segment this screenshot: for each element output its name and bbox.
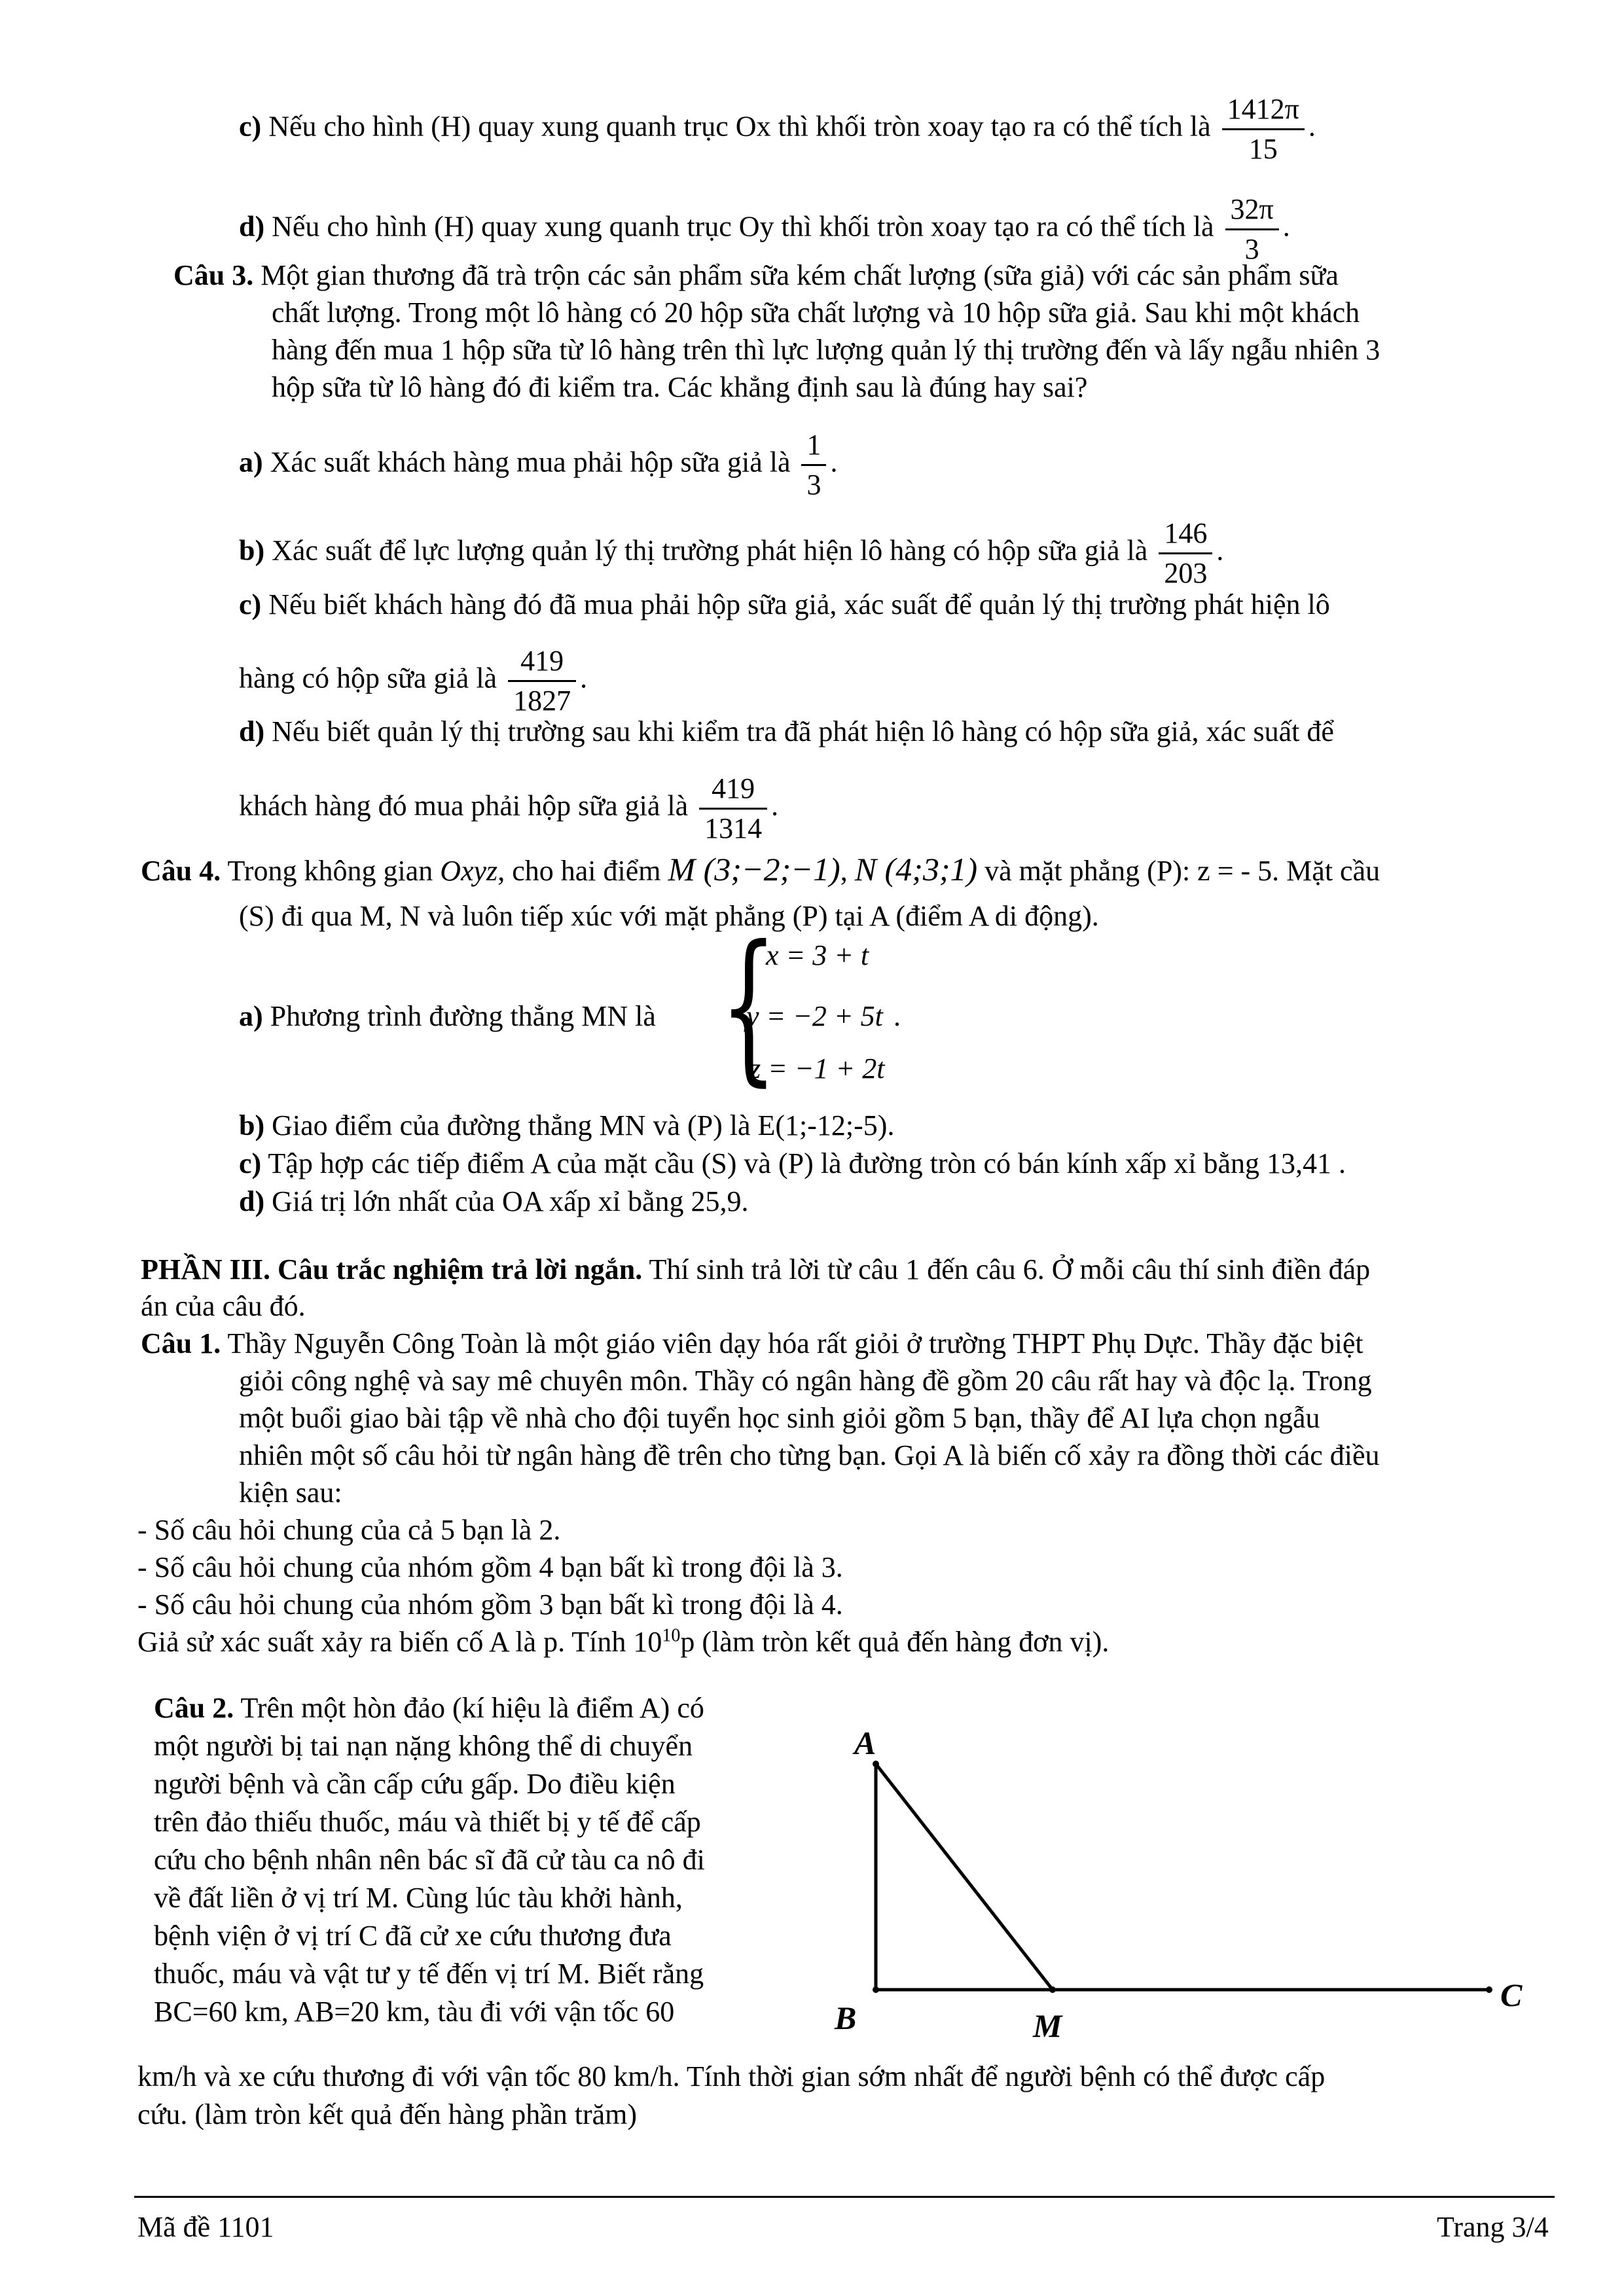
part3-heading: PHẦN III. Câu trắc nghiệm trả lời ngắn. Thí sinh trả lời từ câu 1 đến câu 6. Ở mỗi câu thí sinh điền đáp <box>141 1253 1371 1285</box>
fraction: $\frac{32\pi}{3}$ <box>1225 193 1279 266</box>
q2-item-c: c) Nếu cho hình (H) quay xung quanh trục Ox thì khối tròn xoay tạo ra có thể tích là $\frac{1412\pi}{15}$ . <box>239 93 1316 165</box>
q3-line-3: hàng đến mua 1 hộp sữa từ lô hàng trên thì lực lượng quản lý thị trường đến và lấy ngẫu nhiên 3 <box>272 334 1380 366</box>
p3q2-line-11: cứu. (làm tròn kết quả đến hàng phần trăm) <box>137 2098 638 2130</box>
p3q2-line-5: cứu cho bệnh nhân nên bác sĩ đã cử tàu ca nô đi <box>154 1844 705 1876</box>
p3q1-line-5: kiện sau: <box>239 1477 342 1509</box>
equation-y: y = −2 + 5t <box>746 1000 883 1032</box>
point-A-dot <box>873 1761 879 1767</box>
fraction: $\frac{146}{203}$ <box>1159 517 1212 590</box>
p3q2-line-6: về đất liền ở vị trí M. Cùng lúc tàu khởi hành, <box>154 1882 683 1914</box>
p3q1-condition-3: - Số câu hỏi chung của nhóm gồm 3 bạn bất kì trong đội là 4. <box>137 1588 843 1621</box>
equation-z: z = −1 + 2t <box>749 1052 885 1085</box>
q2-item-d: d) Nếu cho hình (H) quay xung quanh trục Oy thì khối tròn xoay tạo ra có thể tích là $\frac{32\pi}{3}$ . <box>239 193 1290 265</box>
q3-item-c-line-1: c) Nếu biết khách hàng đó đã mua phải hộp sữa giả, xác suất để quản lý thị trường phát hiện lô <box>239 588 1330 620</box>
part3-heading-line-2: án của câu đó. <box>141 1290 306 1322</box>
exam-page: c) Nếu cho hình (H) quay xung quanh trục Ox thì khối tròn xoay tạo ra có thể tích là $\frac{1412\pi}{15}$ . d) Nếu cho hình (H) quay xung quanh trục Oy thì khối tròn xoay tạo ra có thể tích là $\frac{32\pi}{3}$ . Câu 3. Một gian thương đã trà trộn các sản phẩm sữa kém chất lượng (sữa giả) với các sản phẩm sữa chất lượng. Trong một lô hàng có 20 hộp sữa chất lượng và 10 hộp sữa giả. Sau khi một khách hàng đến mua 1 hộp sữa từ lô hàng trên thì lực lượng quản lý thị trường đến và lấy ngẫu nhiên 3 hộp sữa từ lô hàng đó đi kiểm tra. Các khẳng định sau là đúng hay sai? a) Xác suất khách hàng mua phải hộp sữa giả là $\frac{1}{3}$ . b) Xác suất để lực lượng quản lý thị trường phát hiện lô hàng có hộp sữa giả là $\frac{146}{203}$ . c) Nếu biết khách hàng đó đã mua phải hộp sữa giả, xác suất để quản lý thị trường phát hiện lô hàng có hộp sữa giả là $\frac{419}{1827}$ . d) Nếu biết quản lý thị trường sau khi kiểm tra đã phát hiện lô hàng có hộp sữa giả, xác suất để khách hàng đó mua phải hộp sữa giả là $\frac{419}{1314}$ . Câu 4. Trong không gian Oxyz, cho hai điểm M (3;−2;−1), N (4;3;1) và mặt phẳng (P): z = - 5. Mặt cầu (S) đi qua M, N và luôn tiếp xúc với mặt phẳng (P) tại A (điểm A di động). a) Phương trình đường thẳng MN là { x = 3 + t y = −2 + 5t . z = −1 + 2t b) Giao điểm của đường thẳng MN và (P) là E(1;-12;-5). c) Tập hợp các tiếp điểm A của mặt cầu (S) và (P) là đường tròn có bán kính xấp xỉ bằng 13,41 . d) Giá trị lớn nhất của OA xấp xỉ bằng 25,9. PHẦN III. Câu trắc nghiệm trả lời ngắn. Thí sinh trả lời từ câu 1 đến câu 6. Ở mỗi câu thí sinh điền đáp án của câu đó. Câu 1. Thầy Nguyễn Công Toàn là một giáo viên dạy hóa rất giỏi ở trường THPT Phụ Dực. Thầy đặc biệt giỏi công nghệ và say mê chuyên môn. Thầy có ngân hàng đề gồm 20 câu rất hay và độc lạ. Trong một buổi giao bài tập về nhà cho đội tuyển học sinh giỏi gồm 5 bạn, thầy để AI lựa chọn ngẫu nhiên một số câu hỏi từ ngân hàng đề trên cho từng bạn. Gọi A là biến cố xảy ra đồng thời các điều kiện sau: - Số câu hỏi chung của cả 5 bạn là 2. - Số câu hỏi chung của nhóm gồm 4 bạn bất kì trong đội là 3. - Số câu hỏi chung của nhóm gồm 3 bạn bất kì trong đội là 4. Giả sử xác suất xảy ra biến cố A là p. Tính $10^{10}p$ (làm tròn kết quả đến hàng đơn vị). Câu 2. Trên một hòn đảo (kí hiệu là điểm A) có một người bị tai nạn nặng không thể di chuyển người bệnh và cần cấp cứu gấp. Do điều kiện trên đảo thiếu thuốc, máu và thiết bị y tế để cấp cứu cho bệnh nhân nên bác sĩ đã cử tàu ca nô đi về đất liền ở vị trí M. Cùng lúc tàu khởi hành, bệnh viện ở vị trí C đã cử xe cứu thương đưa thuốc, máu và vật tư y tế đến vị trí M. Biết rằng BC=60 km, AB=20 km, tàu đi với vận tốc 60 km/h và xe cứu thương đi với vận tốc 80 km/h. Tính thời gian sớm nhất để người bệnh có thể được cấp cứu. (làm tròn kết quả đến hàng phần trăm) A B M C Mã đề 1101 Trang 3/4 <box>0 0 1624 2296</box>
q4-line-2: (S) đi qua M, N và luôn tiếp xúc với mặt phẳng (P) tại A (điểm A di động). <box>239 900 1099 932</box>
exam-code: Mã đề 1101 <box>137 2211 274 2243</box>
p3q2-line-8: thuốc, máu và vật tư y tế đến vị trí M. Biết rằng <box>154 1958 704 1990</box>
label-B: B <box>835 2000 857 2036</box>
page-number: Trang 3/4 <box>1437 2211 1549 2243</box>
point-M-dot <box>1049 1986 1056 1993</box>
p3q2-line-10: km/h và xe cứu thương đi với vận tốc 80 km/h. Tính thời gian sớm nhất để người bệnh có thể được cấp <box>137 2060 1326 2092</box>
p3q1-line-3: một buổi giao bài tập về nhà cho đội tuyển học sinh giỏi gồm 5 bạn, thầy để AI lựa chọn ngẫu <box>239 1402 1320 1434</box>
q4-item-d: d) Giá trị lớn nhất của OA xấp xỉ bằng 25,9. <box>239 1185 749 1217</box>
label-C: C <box>1500 1977 1523 2013</box>
label-M: M <box>1033 2007 1062 2044</box>
footer-rule <box>134 2196 1555 2198</box>
segment-AM <box>876 1764 1053 1990</box>
q4-line-1: Câu 4. Trong không gian Oxyz, cho hai điểm M (3;−2;−1), N (4;3;1) và mặt phẳng (P): z = - 5. Mặt cầu <box>141 851 1380 888</box>
point-C-dot <box>1486 1986 1492 1993</box>
fraction: $\frac{419}{1314}$ <box>699 772 767 845</box>
q3-line-2: chất lượng. Trong một lô hàng có 20 hộp sữa chất lượng và 10 hộp sữa giả. Sau khi một khách <box>272 296 1360 329</box>
q3-line-4: hộp sữa từ lô hàng đó đi kiểm tra. Các khẳng định sau là đúng hay sai? <box>272 371 1088 403</box>
p3q2-title: Câu 2. <box>154 1692 234 1724</box>
fraction: $\frac{1412\pi}{15}$ <box>1222 93 1305 166</box>
q3-item-d-line-2: khách hàng đó mua phải hộp sữa giả là $\frac{419}{1314}$ . <box>239 772 779 844</box>
q4-item-c: c) Tập hợp các tiếp điểm A của mặt cầu (S) và (P) là đường tròn có bán kính xấp xỉ bằng 13,41 . <box>239 1147 1346 1179</box>
p3q2-line-1: Câu 2. Trên một hòn đảo (kí hiệu là điểm A) có <box>154 1692 704 1724</box>
q3-item-a: a) Xác suất khách hàng mua phải hộp sữa giả là $\frac{1}{3}$ . <box>239 429 838 501</box>
q3-title: Câu 3. <box>173 259 254 291</box>
fraction: $\frac{419}{1827}$ <box>508 645 576 717</box>
p3q2-line-4: trên đảo thiếu thuốc, máu và thiết bị y tế để cấp <box>154 1806 701 1838</box>
q3-line-1: Câu 3. Một gian thương đã trà trộn các sản phẩm sữa kém chất lượng (sữa giả) với các sản phẩm sữa <box>173 259 1339 291</box>
p3q1-line-1: Câu 1. Thầy Nguyễn Công Toàn là một giáo viên dạy hóa rất giỏi ở trường THPT Phụ Dực. Thầy đặc biệt <box>141 1327 1363 1359</box>
q3-item-d-line-1: d) Nếu biết quản lý thị trường sau khi kiểm tra đã phát hiện lô hàng có hộp sữa giả, xác suất để <box>239 715 1334 747</box>
p3q2-line-3: người bệnh và cần cấp cứu gấp. Do điều kiện <box>154 1768 676 1800</box>
equation-x: x = 3 + t <box>766 939 869 971</box>
triangle-diagram <box>831 1702 1564 2055</box>
label-A: A <box>854 1725 876 1761</box>
fraction: $\frac{1}{3}$ <box>801 429 826 501</box>
point-M: M (3;−2;−1) <box>668 851 840 888</box>
p3q1-line-2: giỏi công nghệ và say mê chuyên môn. Thầy có ngân hàng đề gồm 20 câu rất hay và độc lạ. Trong <box>239 1365 1372 1397</box>
p3q1-line-4: nhiên một số câu hỏi từ ngân hàng đề trên cho từng bạn. Gọi A là biến cố xảy ra đồng thời các điều <box>239 1439 1380 1471</box>
point-N: N (4;3;1) <box>854 851 978 888</box>
p3q1-title: Câu 1. <box>141 1327 221 1359</box>
part3-title: PHẦN III. Câu trắc nghiệm trả lời ngắn. <box>141 1253 643 1285</box>
p3q2-line-7: bệnh viện ở vị trí C đã cử xe cứu thương đưa <box>154 1920 672 1952</box>
q4-title: Câu 4. <box>141 855 221 887</box>
p3q2-line-2: một người bị tai nạn nặng không thể di chuyển <box>154 1730 693 1762</box>
point-B-dot <box>873 1986 879 1993</box>
p3q1-condition-1: - Số câu hỏi chung của cả 5 bạn là 2. <box>137 1514 561 1546</box>
p3q1-condition-2: - Số câu hỏi chung của nhóm gồm 4 bạn bất kì trong đội là 3. <box>137 1551 843 1583</box>
system-brace: { <box>720 910 778 1101</box>
p3q1-question: Giả sử xác suất xảy ra biến cố A là p. Tính $10^{10}p$ (làm tròn kết quả đến hàng đơn vị). <box>137 1625 1110 1658</box>
q3-item-c-line-2: hàng có hộp sữa giả là $\frac{419}{1827}$ . <box>239 645 588 717</box>
q4-item-a: a) Phương trình đường thẳng MN là <box>239 1000 656 1032</box>
q3-item-b: b) Xác suất để lực lượng quản lý thị trường phát hiện lô hàng có hộp sữa giả là $\frac{146}{203}$ . <box>239 517 1224 589</box>
p3q2-line-9: BC=60 km, AB=20 km, tàu đi với vận tốc 60 <box>154 1996 675 2028</box>
q4-item-b: b) Giao điểm của đường thẳng MN và (P) là E(1;-12;-5). <box>239 1109 895 1141</box>
